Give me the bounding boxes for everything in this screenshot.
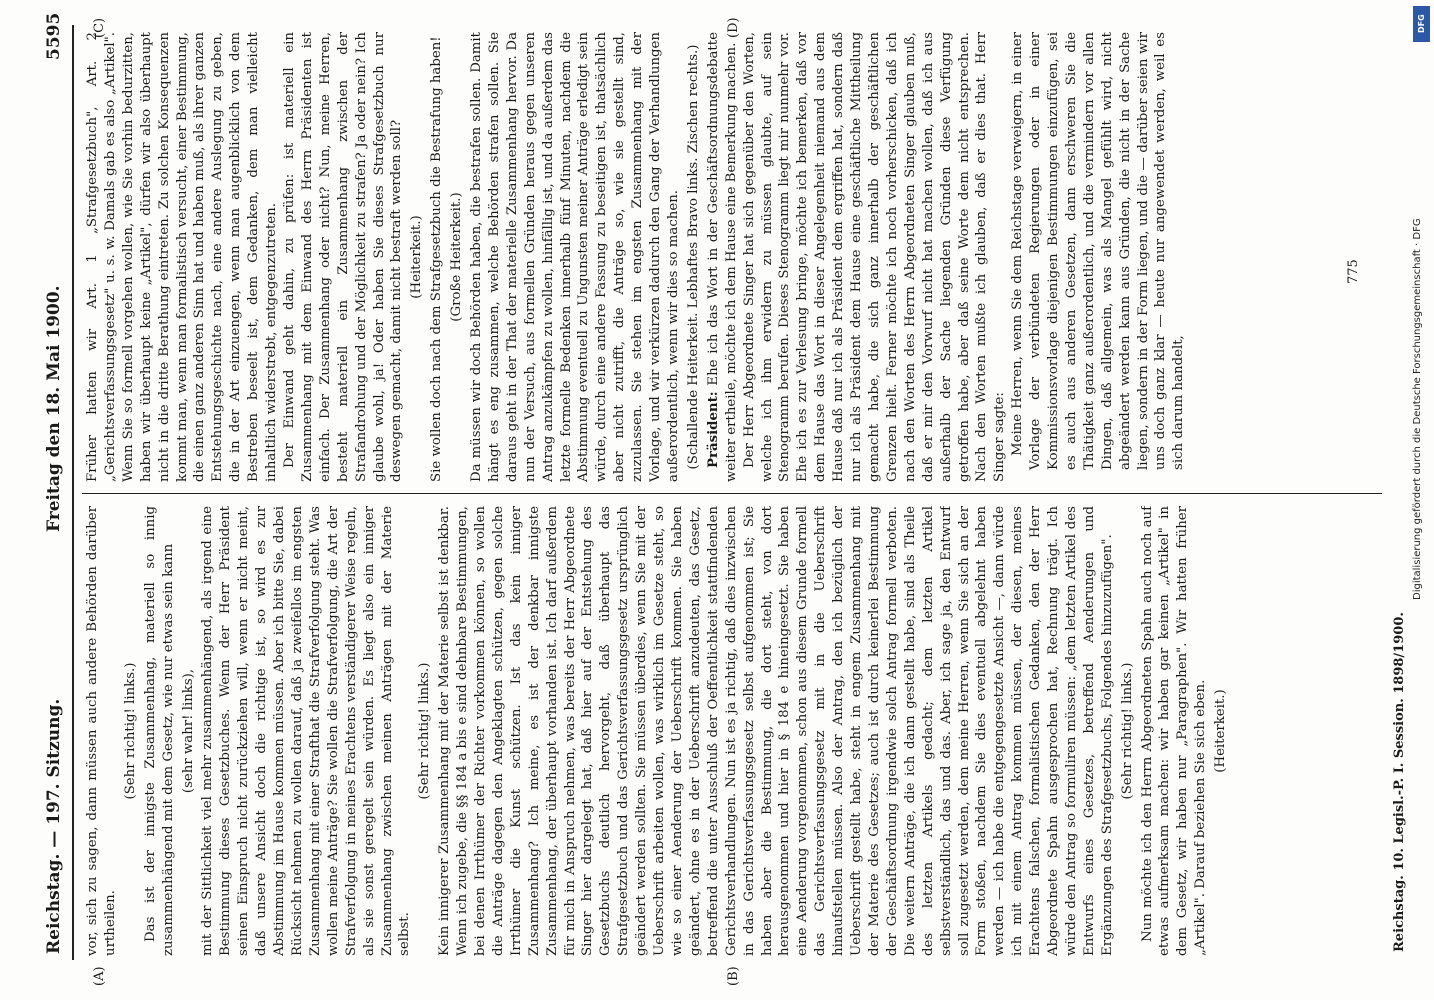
right-column: [84, 32, 1339, 482]
paragraph: Der Herr Abgeordnete Singer hat sich gegenüber den Worten, welche ich ihm erwidern zu müssen glaubte, auf sein Stenogramm berufen. Dieses Stenogramm liegt mir nunmehr vor. Ehe ich es zur Verlesung bringe, möchte ich bemerken, daß vor dem Hause das Wort in dieser Angelegenheit niemand aus dem Hause daß nur ich als Präsident dem ergriffen hat, sondern daß nur ich als Präsident dem Hause eine geschäftliche Mittheilung gemacht habe, die sich ganz innerhalb der geschäftlichen Grenzen hielt. Ferner möchte ich noch vorherschicken, daß ich nach den Worten des Herrn Abgeordneten Singer glauben muß, daß er mir den Vorwurf nicht hat machen wollen, daß ich aus außerhalb der Sache liegenden Gründen diese Verfügung getroffen habe, aber daß seine Worte dem nicht entsprechen. Nach den Worten mußte ich glauben, daß er dies that. Herr Singer sagte:: [741, 32, 1008, 482]
paragraph: Nun möchte ich den Herrn Abgeordneten Spahn auch noch auf etwas aufmerksam machen: wir haben gar keinen „Artikel" in dem Gesetz, wir haben nur „Paragraphen". Wir hatten früher „Artikel". Darauf beziehen Sie sich eben.: [1139, 506, 1209, 956]
page-number: 5595: [44, 12, 64, 60]
margin-mark-c: (C): [92, 17, 107, 38]
left-column: [84, 506, 1366, 956]
paragraph: Präsident: Ehe ich das Wort in der Geschäftsordnungsdebatte weiter ertheile, möchte ich dem Hause eine Bemerkung machen.: [705, 32, 739, 482]
interjection: (Sehr richtig! links.): [417, 662, 433, 800]
footer-left: Reichstag. 10. Legisl.-P. I. Session. 1898/1900.: [1392, 612, 1407, 952]
paragraph: Da müssen wir doch Behörden haben, die bestrafen sollen. Damit hängt es eng zusammen, welche Behörden strafen sollen. Sie daraus geht in der That der materielle Zusammenhang hervor. Da nun der Versuch, aus formellen Gründen heraus gegen unseren Antrag anzukämpfen zu wollen, hinfällig ist, und da außerdem das letzte formelle Bedenken innerhalb fünf Minuten, nachdem die Abstimmung eventuell zu Ungunsten meiner Anträge erledigt sein würde, durch eine andere Fassung zu beseitigen ist, thatsächlich aber nicht zutrifft, die Anträge so, wie sie gestellt sind, zuzulassen. Sie stehen im engsten Zusammenhang mit der Vorlage, und wir verkürzen dadurch den Gang der Verhandlungen außerordentlich, wenn wir dies so machen.: [469, 32, 681, 482]
column-divider: [82, 493, 1382, 494]
paragraph: mit der Sittlichkeit viel mehr zusammenhängend, als irgend eine Bestimmung dieses Gesetzbuches. Wenn der Herr Präsident seinen Einspruch nicht zurückziehen will, wenn er nicht meint, daß unsere Ansicht doch die richtige ist, so wird es zur Abstimmung im Hause kommen müssen. Aber ich bitte Sie, dabei Rücksicht nehmen zu wollen darauf, daß ja zweifellos im engsten Zusammenhang mit einer Strafthat die Strafverfolgung steht. Was wollen meine Anträge? Sie wollen die Strafverfolgung, die Art der Strafverfolgung in meines Erachtens verständigerer Weise regeln, als sie sonst geregelt sein würden. Es liegt also ein inniger Zusammenhang zwischen meinen Anträgen mit der Materie selbst.: [200, 506, 413, 956]
header-left: Reichstag. — 197. Sitzung.: [44, 698, 64, 954]
margin-mark-b: (B): [726, 966, 741, 986]
interjection: (Heiterkeit.): [1213, 689, 1229, 773]
header-rule: [72, 25, 74, 960]
digitization-strip: [1410, 0, 1434, 1000]
dfg-logo: DFG: [1413, 6, 1430, 42]
interjection: (Schallende Heiterkeit. Lebhaftes Bravo links. Zischen rechts.): [685, 44, 701, 470]
paragraph: Das ist der innigste Zusammenhang, materiell so innig zusammenhängend mit dem Gesetz, wie nur etwas sein kann: [142, 506, 176, 956]
interjection: (Sehr richtig! links.): [1119, 662, 1135, 800]
margin-mark-a: (A): [92, 966, 107, 986]
paragraph: Der Einwand geht dahin, zu prüfen: ist materiell ein Zusammenhang mit dem Einwand des Herrn Präsidenten ist einfach. Der Zusammenhang oder nicht? Nun, meine Herren, besteht materiell ein Zusammenhang zwischen der Strafandrohung und der Möglichkeit zu strafen? Ja oder nein? Ich glaube wohl, ja! Oder haben Sie dieses Strafgesetzbuch nur deswegen gemacht, damit nicht bestraft werden soll?: [281, 32, 405, 482]
header-center: Freitag den 18. Mai 1900.: [44, 285, 64, 532]
interjection: (Sehr richtig! links.): [122, 662, 138, 800]
paragraph: vor, sich zu sagen, dann müssen auch andere Behörden darüber urtheilen.: [85, 506, 118, 956]
margin-mark-d: (D): [726, 17, 741, 38]
paragraph: Früher hatten wir Art. 1 „Strafgesetzbuch", Art. 2 „Gerichtsverfassungsgesetz" u. s. w. Damals gab es also „Artikel". Wenn Sie so formell vorgehen wollen, wie Sie vorhin bedurzitten, haben wir überhaupt keine „Artikel", dürfen wir also überhaupt nicht in die dritte Berathung eintreten. Zu solchen Konsequenzen kommt man, wenn man formalistisch versucht, einer Bestimmung, die einen ganz anderen Sinn hat und haben muß, als ihrer ganzen Entstehungsgeschichte nach, eine andere Auslegung zu geben, die in der Art einzuengen, wenn man augenblicklich von dem Bestreben beseelt ist, dem Gedanken, dem man vielleicht inhaltlich widerstrebt, entgegenzutreten.: [85, 32, 280, 482]
interjection: (sehr wahr! links),: [180, 668, 196, 794]
footer-signature: 775: [1346, 259, 1361, 284]
paragraph: Meine Herren, wenn Sie dem Reichstage verweigern, in einer Vorlage der verbündeten Regierungen oder in einer Kommissionsvorlage diejenigen Bestimmungen einzufügen, sei es auch aus anderen Gesetzen, dann erschweren Sie die Thätigkeit ganz außerordentlich, und die vermindern vor allen Dingen, daß allgemein, was als Mangel gefühlt wird, nicht abgeändert werden kann aus Gründen, die nicht in der Sache liegen, sondern in der Form liegen, und die — darüber seien wir uns doch ganz klar — heute nur angewendet werden, weil es sich darum handelt,: [1010, 32, 1187, 470]
digitization-notice: Digitalisierung gefördert durch die Deutsche Forschungsgemeinschaft · DFG: [1412, 218, 1423, 600]
interjection: (Heiterkeit.): [409, 215, 425, 299]
interjection: (Große Heiterkeit.): [449, 192, 465, 322]
paragraph: Kein innigerer Zusammenhang mit der Materie selbst ist denkbar. Wenn ich zugebe, die §§ 184 a bis e sind dehnbare Bestimmungen, bei denen Irrthümer der Richter vorkommen können, so wollen die Anträge dagegen den Angeklagten schützen, gegen solche Irrthümer die Kunst schützen. Ist das kein inniger Zusammenhang? Ich meine, es ist der denkbar innigste Zusammenhang, der überhaupt vorhanden ist. Ich darf außerdem für mich in Anspruch nehmen, was bereits der Herr Abgeordnete Singer hier dargelegt hat, daß hier auf der Entstehung des Gesetzbuchs deutlich hervorgeht, daß überhaupt das Strafgesetzbuch und das Gerichtsverfassungsgesetz ursprünglich geändert werden sollten. Sie müssen überdies, wenn Sie mit der Ueberschrift arbeiten wollen, was wirklich im Gesetze steht, so wie so einer Aenderung der Ueberschrift kommen. Sie haben geändert, ohne es in der Ueberschrift anzudeuten, das Gesetz, betreffend die unter Ausschluß der Oeffentlichkeit stattfindenden Gerichtsverhandlungen. Nun ist es ja richtig, daß dies inzwischen in das Gerichtsverfassungsgesetz selbst aufgenommen ist; Sie haben aber die Bestimmung, die dort steht, von dort herausgenommen und hier in § 184 e hineingesetzt. Sie haben eine Aenderung vorgenommen, schon aus diesem Grunde formell das Gerichtsverfassungsgesetz mit in die Ueberschrift hinaufstellen müssen. Also der Antrag, den ich bezüglich der Ueberschrift gestellt habe, steht in engem Zusammenhang mit der Materie des Gesetzes; auch ist durch keinerlei Bestimmung der Geschäftsordnung irgendwie solch Antrag formell verboten. Die weitern Anträge, die ich dann gestellt habe, sind als Theile des letzten Artikels gedacht; dem letzten Artikel selbstverständlich, das und das. Aber, ich sage ja, den Entwurf soll zugesetzt werden, dem meine Herren, wenn Sie sich an der Form stoßen, nachdem Sie dies eventuell abgelehnt haben werden — ich habe die entgegengesetzte Ansicht —, dann würde ich mit einem Antrag kommen müssen, der diesen, meines Erachtens falschen, formalistischen Gedanken, den der Herr Abgeordnete Spahn ausgesprochen hat, Rechnung trägt. Ich würde den Antrag so formuliren müssen: „dem letzten Artikel des Entwurfs eines Gesetzes, betreffend Aenderungen und Ergänzungen des Strafgesetzbuchs, Folgendes hinzuzufügen".: [437, 506, 1115, 956]
paragraph: Sie wollen doch nach dem Strafgesetzbuch die Bestrafung haben!: [429, 36, 445, 482]
